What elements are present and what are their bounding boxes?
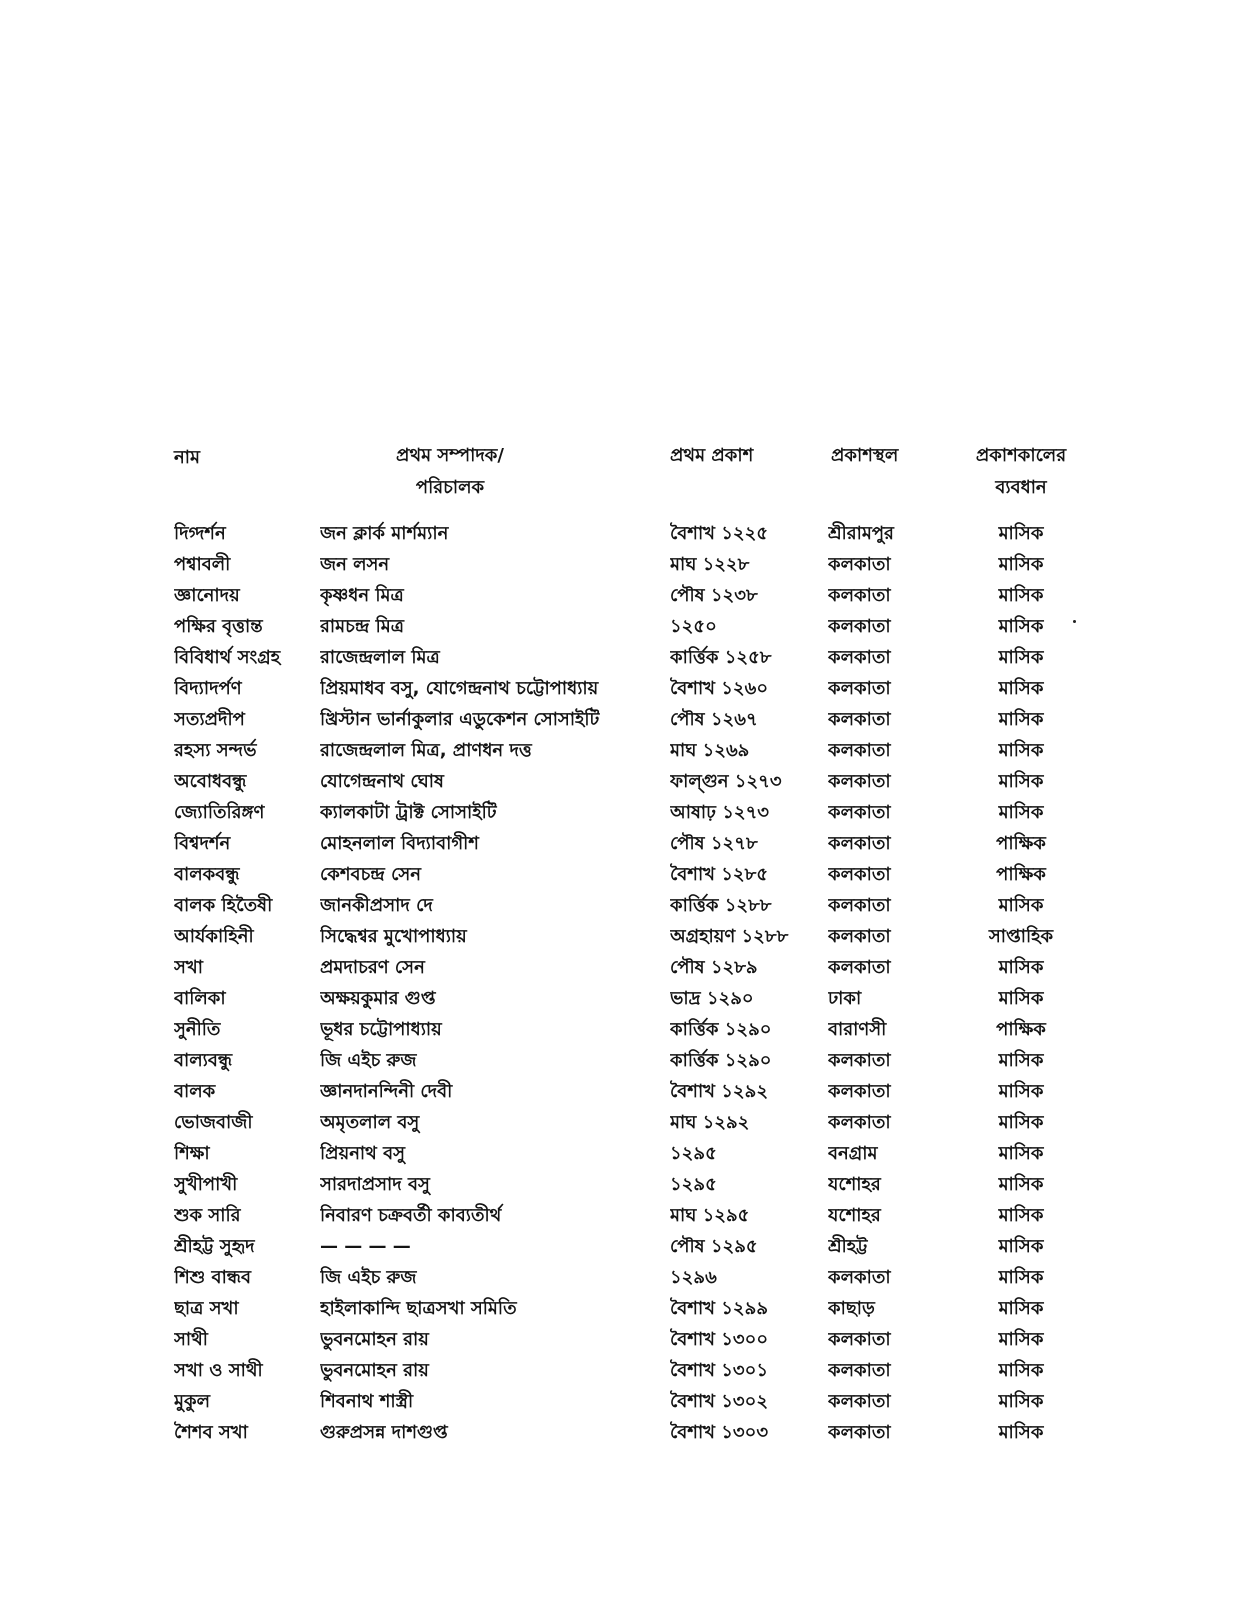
row-editor: শিবনাথ শাস্ত্রী <box>320 1391 414 1412</box>
table-row <box>0 735 1240 766</box>
table-row <box>0 1386 1240 1417</box>
row-frequency: মাসিক <box>998 1391 1044 1412</box>
row-editor: রাজেন্দ্রলাল মিত্র <box>320 647 440 668</box>
row-editor: প্রিয়নাথ বসু <box>320 1143 405 1164</box>
row-name: সুনীতি <box>174 1019 221 1040</box>
row-editor: জন লসন <box>320 554 390 575</box>
row-frequency: মাসিক <box>998 740 1044 761</box>
row-editor: জ্ঞানদানন্দিনী দেবী <box>320 1081 453 1102</box>
table-row <box>0 1355 1240 1386</box>
row-place: কলকাতা <box>828 585 891 606</box>
table-row <box>0 1200 1240 1231</box>
row-place: কাছাড় <box>828 1298 875 1319</box>
row-frequency: মাসিক <box>998 1267 1044 1288</box>
row-first-publication: বৈশাখ ১৩০১ <box>670 1360 769 1381</box>
header-first-publication <box>670 440 753 472</box>
row-editor: সারদাপ্রসাদ বসু <box>320 1174 430 1195</box>
row-frequency: পাক্ষিক <box>996 833 1046 854</box>
row-frequency: মাসিক <box>998 585 1044 606</box>
row-name: বিশ্বদর্শন <box>174 833 231 854</box>
row-editor: কৃষ্ণধন মিত্র <box>320 585 404 606</box>
row-first-publication: ১২৯৬ <box>670 1267 717 1288</box>
row-name: দিগ্দর্শন <box>174 523 226 544</box>
row-frequency: মাসিক <box>998 957 1044 978</box>
row-first-publication: মাঘ ১২৯৫ <box>670 1205 750 1226</box>
row-place: কলকাতা <box>828 740 891 761</box>
table-row <box>0 642 1240 673</box>
row-first-publication: বৈশাখ ১২৯২ <box>670 1081 769 1102</box>
row-name: ছাত্র সখা <box>174 1298 239 1319</box>
table-row <box>0 1138 1240 1169</box>
table-row <box>0 1293 1240 1324</box>
header-place-label: প্রকাশস্থল <box>831 445 899 466</box>
row-frequency: মাসিক <box>998 709 1044 730</box>
table-row <box>0 859 1240 890</box>
table-row <box>0 766 1240 797</box>
row-name: সখা <box>174 957 203 978</box>
row-place: কলকাতা <box>828 926 891 947</box>
row-name: সত্যপ্রদীপ <box>174 709 245 730</box>
row-name: শিক্ষা <box>174 1143 210 1164</box>
row-place: কলকাতা <box>828 554 891 575</box>
header-frequency-line2: ব্যবধান <box>995 477 1047 498</box>
row-frequency: মাসিক <box>998 1143 1044 1164</box>
table-row <box>0 828 1240 859</box>
row-name: সখা ও সাথী <box>174 1360 263 1381</box>
row-place: কলকাতা <box>828 833 891 854</box>
row-name: শুক সারি <box>174 1205 241 1226</box>
row-first-publication: আষাঢ় ১২৭৩ <box>670 802 770 823</box>
row-editor: ভুবনমোহন রায় <box>320 1329 429 1350</box>
row-editor: রামচন্দ্র মিত্র <box>320 616 405 637</box>
row-place: কলকাতা <box>828 1112 891 1133</box>
header-first-publication-label: প্রথম প্রকাশ <box>670 445 754 466</box>
row-first-publication: ১২৫০ <box>670 616 717 637</box>
row-first-publication: মাঘ ১২৯২ <box>670 1112 750 1133</box>
row-editor: ভূধর চট্টোপাধ্যায় <box>320 1019 442 1040</box>
row-frequency: মাসিক <box>998 1050 1044 1071</box>
table-row <box>0 890 1240 921</box>
row-place: কলকাতা <box>828 1329 891 1350</box>
table-row <box>0 518 1240 549</box>
row-first-publication: ১২৯৫ <box>670 1174 717 1195</box>
row-place: কলকাতা <box>828 1360 891 1381</box>
row-first-publication: কার্ত্তিক ১২৯০ <box>670 1050 772 1071</box>
row-place: ঢাকা <box>828 988 862 1009</box>
table-row <box>0 1045 1240 1076</box>
table-row <box>0 673 1240 704</box>
row-frequency: মাসিক <box>998 988 1044 1009</box>
table-header <box>0 440 1240 510</box>
row-name: শৈশব সখা <box>174 1422 248 1443</box>
row-place: কলকাতা <box>828 1081 891 1102</box>
row-frequency: সাপ্তাহিক <box>988 926 1054 947</box>
row-frequency: মাসিক <box>998 678 1044 699</box>
table-row <box>0 952 1240 983</box>
row-frequency: মাসিক <box>998 802 1044 823</box>
table-row <box>0 921 1240 952</box>
row-editor: সিদ্ধেশ্বর মুখোপাধ্যায় <box>320 926 467 947</box>
row-editor: যোগেন্দ্রনাথ ঘোষ <box>320 771 444 792</box>
row-place: কলকাতা <box>828 1267 891 1288</box>
row-place: বনগ্রাম <box>828 1143 878 1164</box>
header-frequency <box>966 440 1076 504</box>
row-editor: জি এইচ রুজ <box>320 1267 417 1288</box>
table-row <box>0 1231 1240 1262</box>
row-first-publication: পৌষ ১২৩৮ <box>670 585 758 606</box>
row-frequency: মাসিক <box>998 647 1044 668</box>
row-frequency: মাসিক <box>998 523 1044 544</box>
row-first-publication: বৈশাখ ১২৮৫ <box>670 864 768 885</box>
row-first-publication: পৌষ ১২৮৯ <box>670 957 758 978</box>
row-place: শ্রীহট্ট <box>828 1236 868 1257</box>
row-name: বালকবন্ধু <box>174 864 240 885</box>
row-editor: ক্যালকাটা ট্রাক্ট সোসাইটি <box>320 802 497 823</box>
row-place: যশোহর <box>828 1205 881 1226</box>
row-editor: গুরুপ্রসন্ন দাশগুপ্ত <box>320 1422 448 1443</box>
table-row <box>0 1107 1240 1138</box>
row-place: কলকাতা <box>828 1422 891 1443</box>
row-editor: খ্রিস্টান ভার্নাকুলার এডুকেশন সোসাইটি <box>320 709 600 730</box>
header-editor-line2: পরিচালক <box>415 477 485 498</box>
header-editor-line1: প্রথম সম্পাদক/ <box>396 445 504 466</box>
row-frequency: মাসিক <box>998 771 1044 792</box>
row-first-publication: ভাদ্র ১২৯০ <box>670 988 754 1009</box>
row-name: পশ্বাবলী <box>174 554 231 575</box>
row-place: কলকাতা <box>828 864 891 885</box>
row-first-publication: বৈশাখ ১২৬০ <box>670 678 769 699</box>
scan-speck <box>1073 620 1076 623</box>
row-first-publication: ১২৯৫ <box>670 1143 717 1164</box>
row-place: কলকাতা <box>828 957 891 978</box>
row-frequency: মাসিক <box>998 1422 1044 1443</box>
row-name: শিশু বান্ধব <box>174 1267 252 1288</box>
table-row <box>0 1324 1240 1355</box>
row-place: শ্রীরামপুর <box>828 523 894 544</box>
header-editor <box>380 440 520 504</box>
row-name: রহস্য সন্দর্ভ <box>174 740 257 761</box>
row-place: কলকাতা <box>828 1050 891 1071</box>
row-name: আর্যকাহিনী <box>174 926 254 947</box>
table-row <box>0 1262 1240 1293</box>
row-frequency: মাসিক <box>998 1205 1044 1226</box>
row-frequency: পাক্ষিক <box>996 864 1046 885</box>
row-first-publication: পৌষ ১২৯৫ <box>670 1236 758 1257</box>
row-place: যশোহর <box>828 1174 881 1195</box>
row-place: কলকাতা <box>828 1391 891 1412</box>
row-frequency: পাক্ষিক <box>996 1019 1046 1040</box>
row-editor: মোহনলাল বিদ্যাবাগীশ <box>320 833 479 854</box>
row-frequency: মাসিক <box>998 1174 1044 1195</box>
row-place: কলকাতা <box>828 709 891 730</box>
row-editor: — — — — <box>320 1236 411 1257</box>
table-row <box>0 1417 1240 1448</box>
table-row <box>0 580 1240 611</box>
row-name: ভোজবাজী <box>174 1112 253 1133</box>
row-editor: প্রিয়মাধব বসু, যোগেন্দ্রনাথ চট্টোপাধ্যায় <box>320 678 599 699</box>
row-editor: জি এইচ রুজ <box>320 1050 417 1071</box>
row-name: অবোধবন্ধু <box>174 771 247 792</box>
table-row <box>0 1169 1240 1200</box>
row-first-publication: বৈশাখ ১২৯৯ <box>670 1298 768 1319</box>
table-row <box>0 797 1240 828</box>
row-frequency: মাসিক <box>998 1112 1044 1133</box>
row-first-publication: ফাল্গুন ১২৭৩ <box>670 771 782 792</box>
row-place: কলকাতা <box>828 802 891 823</box>
table-row <box>0 983 1240 1014</box>
row-first-publication: বৈশাখ ১৩০০ <box>670 1329 769 1350</box>
row-editor: ভুবনমোহন রায় <box>320 1360 429 1381</box>
row-editor: রাজেন্দ্রলাল মিত্র, প্রাণধন দত্ত <box>320 740 532 761</box>
row-first-publication: অগ্রহায়ণ ১২৮৮ <box>670 926 789 947</box>
row-name: জ্যোতিরিঙ্গণ <box>174 802 265 823</box>
row-frequency: মাসিক <box>998 616 1044 637</box>
row-place: কলকাতা <box>828 895 891 916</box>
header-frequency-line1: প্রকাশকালের <box>975 445 1067 466</box>
row-place: কলকাতা <box>828 771 891 792</box>
table-row <box>0 1014 1240 1045</box>
row-first-publication: মাঘ ১২৬৯ <box>670 740 750 761</box>
table-row <box>0 549 1240 580</box>
row-name: মুকুল <box>174 1391 210 1412</box>
row-first-publication: পৌষ ১২৭৮ <box>670 833 758 854</box>
row-first-publication: কার্ত্তিক ১২৯০ <box>670 1019 772 1040</box>
table-row <box>0 611 1240 642</box>
row-name: বালক হিতৈষী <box>174 895 273 916</box>
row-name: শ্রীহট্ট সুহৃদ <box>174 1236 255 1257</box>
table-row <box>0 704 1240 735</box>
table-row <box>0 1076 1240 1107</box>
row-editor: অক্ষয়কুমার গুপ্ত <box>320 988 436 1009</box>
row-name: বাল্যবন্ধু <box>174 1050 233 1071</box>
row-name: জ্ঞানোদয় <box>174 585 240 606</box>
row-first-publication: মাঘ ১২২৮ <box>670 554 750 575</box>
row-place: কলকাতা <box>828 678 891 699</box>
header-name <box>174 442 200 474</box>
row-place: বারাণসী <box>828 1019 887 1040</box>
row-frequency: মাসিক <box>998 1360 1044 1381</box>
row-editor: জন ক্লার্ক মার্শম্যান <box>320 523 449 544</box>
row-name: বালক <box>174 1081 216 1102</box>
header-name-label: নাম <box>174 447 200 468</box>
row-first-publication: বৈশাখ ১৩০৩ <box>670 1422 769 1443</box>
row-editor: হাইলাকান্দি ছাত্রসখা সমিতি <box>320 1298 517 1319</box>
row-editor: নিবারণ চক্রবর্তী কাব্যতীর্থ <box>320 1205 502 1226</box>
row-name: বিদ্যাদর্পণ <box>174 678 242 699</box>
row-first-publication: পৌষ ১২৬৭ <box>670 709 758 730</box>
row-first-publication: কার্ত্তিক ১২৮৮ <box>670 895 772 916</box>
row-editor: জানকীপ্রসাদ দে <box>320 895 433 916</box>
row-frequency: মাসিক <box>998 895 1044 916</box>
row-name: বিবিধার্থ সংগ্রহ <box>174 647 281 668</box>
header-place <box>831 440 898 472</box>
row-place: কলকাতা <box>828 616 891 637</box>
table-body <box>0 518 1240 1448</box>
row-place: কলকাতা <box>828 647 891 668</box>
row-name: সুখীপাখী <box>174 1174 238 1195</box>
row-editor: প্রমদাচরণ সেন <box>320 957 425 978</box>
row-editor: কেশবচন্দ্র সেন <box>320 864 422 885</box>
row-name: পক্ষির বৃত্তান্ত <box>174 616 263 637</box>
row-frequency: মাসিক <box>998 1329 1044 1350</box>
row-editor: অমৃতলাল বসু <box>320 1112 420 1133</box>
row-first-publication: বৈশাখ ১২২৫ <box>670 523 769 544</box>
row-frequency: মাসিক <box>998 1236 1044 1257</box>
row-name: সাথী <box>174 1329 208 1350</box>
row-frequency: মাসিক <box>998 1081 1044 1102</box>
row-frequency: মাসিক <box>998 554 1044 575</box>
row-first-publication: কার্ত্তিক ১২৫৮ <box>670 647 772 668</box>
row-name: বালিকা <box>174 988 226 1009</box>
row-frequency: মাসিক <box>998 1298 1044 1319</box>
row-first-publication: বৈশাখ ১৩০২ <box>670 1391 769 1412</box>
